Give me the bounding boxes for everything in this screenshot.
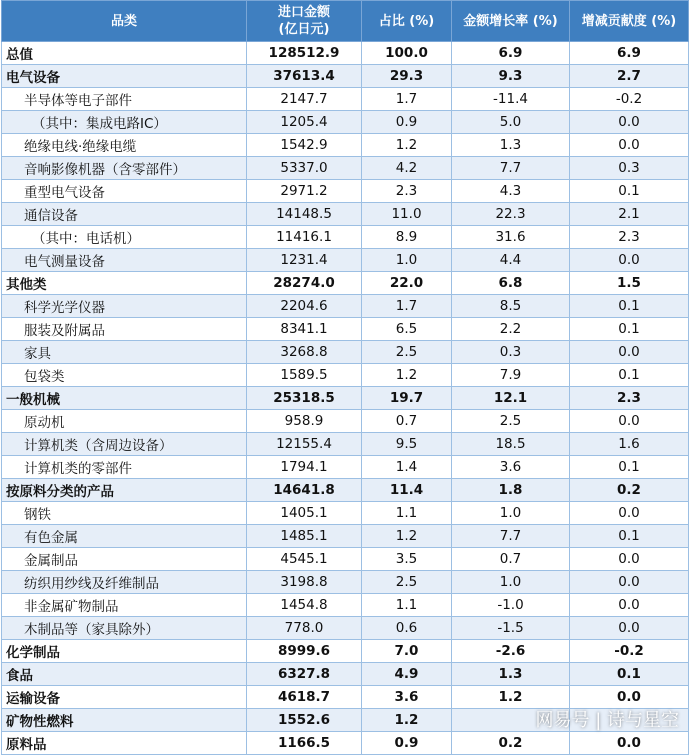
cell-share: 3.5 bbox=[362, 548, 452, 571]
cell-share: 0.6 bbox=[362, 617, 452, 640]
table-body bbox=[2, 42, 689, 755]
cell-category: 音响影像机器（含零部件） bbox=[2, 157, 247, 180]
cell-growth: 2.5 bbox=[452, 410, 570, 433]
cell-growth: 4.3 bbox=[452, 180, 570, 203]
cell-category: 金属制品 bbox=[2, 548, 247, 571]
cell-contribution: 0.1 bbox=[570, 663, 689, 686]
table-row bbox=[2, 272, 689, 295]
cell-amount: 11416.1 bbox=[247, 226, 362, 249]
cell-category: 重型电气设备 bbox=[2, 180, 247, 203]
table-row bbox=[2, 364, 689, 387]
cell-amount: 1485.1 bbox=[247, 525, 362, 548]
cell-share: 2.5 bbox=[362, 571, 452, 594]
cell-growth: 7.7 bbox=[452, 525, 570, 548]
cell-contribution: 0.0 bbox=[570, 410, 689, 433]
cell-growth: 1.2 bbox=[452, 686, 570, 709]
cell-amount: 12155.4 bbox=[247, 433, 362, 456]
cell-contribution: 0.0 bbox=[570, 594, 689, 617]
cell-contribution: -0.2 bbox=[570, 640, 689, 663]
cell-growth: 0.2 bbox=[452, 732, 570, 755]
cell-contribution: 0.2 bbox=[570, 479, 689, 502]
table-row bbox=[2, 318, 689, 341]
cell-contribution: 0.3 bbox=[570, 157, 689, 180]
cell-contribution: 1.6 bbox=[570, 433, 689, 456]
cell-share: 0.9 bbox=[362, 111, 452, 134]
cell-contribution: 0.1 bbox=[570, 364, 689, 387]
cell-share: 19.7 bbox=[362, 387, 452, 410]
header-row bbox=[2, 1, 689, 42]
cell-growth: 0.7 bbox=[452, 548, 570, 571]
cell-amount: 14641.8 bbox=[247, 479, 362, 502]
cell-share: 1.1 bbox=[362, 594, 452, 617]
cell-amount: 1552.6 bbox=[247, 709, 362, 732]
cell-amount: 1205.4 bbox=[247, 111, 362, 134]
cell-growth: -1.5 bbox=[452, 617, 570, 640]
cell-growth: 1.3 bbox=[452, 134, 570, 157]
cell-growth: 22.3 bbox=[452, 203, 570, 226]
table-row bbox=[2, 456, 689, 479]
table-row bbox=[2, 479, 689, 502]
cell-contribution: 0.1 bbox=[570, 295, 689, 318]
table-row bbox=[2, 226, 689, 249]
cell-amount: 958.9 bbox=[247, 410, 362, 433]
header-share: 占比 (%) bbox=[362, 1, 452, 42]
cell-category: 原料品 bbox=[2, 732, 247, 755]
cell-share: 1.0 bbox=[362, 249, 452, 272]
cell-category: 半导体等电子部件 bbox=[2, 88, 247, 111]
cell-category: （其中：电话机） bbox=[2, 226, 247, 249]
cell-category: 其他类 bbox=[2, 272, 247, 295]
cell-category: 原动机 bbox=[2, 410, 247, 433]
cell-contribution: 2.3 bbox=[570, 226, 689, 249]
cell-amount: 4618.7 bbox=[247, 686, 362, 709]
cell-category: 总值 bbox=[2, 42, 247, 65]
cell-category: 矿物性燃料 bbox=[2, 709, 247, 732]
cell-growth: 31.6 bbox=[452, 226, 570, 249]
cell-growth: 18.5 bbox=[452, 433, 570, 456]
table-row bbox=[2, 180, 689, 203]
cell-amount: 6327.8 bbox=[247, 663, 362, 686]
cell-share: 4.2 bbox=[362, 157, 452, 180]
cell-growth: 6.8 bbox=[452, 272, 570, 295]
cell-share: 4.9 bbox=[362, 663, 452, 686]
cell-contribution: 2.3 bbox=[570, 387, 689, 410]
cell-growth: 12.1 bbox=[452, 387, 570, 410]
cell-contribution: 0.0 bbox=[570, 341, 689, 364]
cell-share: 1.2 bbox=[362, 709, 452, 732]
cell-category: 计算机类（含周边设备） bbox=[2, 433, 247, 456]
cell-category: 运输设备 bbox=[2, 686, 247, 709]
table-row bbox=[2, 88, 689, 111]
cell-category: 家具 bbox=[2, 341, 247, 364]
table-row bbox=[2, 686, 689, 709]
cell-amount: 28274.0 bbox=[247, 272, 362, 295]
table-row bbox=[2, 203, 689, 226]
cell-amount: 1166.5 bbox=[247, 732, 362, 755]
cell-share: 1.2 bbox=[362, 134, 452, 157]
cell-amount: 8999.6 bbox=[247, 640, 362, 663]
cell-category: 通信设备 bbox=[2, 203, 247, 226]
table-row bbox=[2, 65, 689, 88]
cell-category: 电气测量设备 bbox=[2, 249, 247, 272]
cell-contribution: 0.1 bbox=[570, 180, 689, 203]
cell-growth: 6.9 bbox=[452, 42, 570, 65]
cell-share: 2.5 bbox=[362, 341, 452, 364]
cell-contribution: 0.0 bbox=[570, 548, 689, 571]
cell-category: 纺织用纱线及纤维制品 bbox=[2, 571, 247, 594]
cell-share: 1.1 bbox=[362, 502, 452, 525]
cell-share: 1.7 bbox=[362, 295, 452, 318]
cell-share: 100.0 bbox=[362, 42, 452, 65]
cell-contribution: 6.9 bbox=[570, 42, 689, 65]
cell-contribution: 0.1 bbox=[570, 318, 689, 341]
cell-growth: 1.3 bbox=[452, 663, 570, 686]
cell-amount: 1231.4 bbox=[247, 249, 362, 272]
cell-contribution: 0.1 bbox=[570, 456, 689, 479]
cell-growth: 7.7 bbox=[452, 157, 570, 180]
cell-growth: -11.4 bbox=[452, 88, 570, 111]
cell-share: 9.5 bbox=[362, 433, 452, 456]
header-category: 品类 bbox=[2, 1, 247, 42]
cell-amount: 128512.9 bbox=[247, 42, 362, 65]
cell-share: 0.7 bbox=[362, 410, 452, 433]
table-row bbox=[2, 571, 689, 594]
cell-category: 化学制品 bbox=[2, 640, 247, 663]
table-row bbox=[2, 594, 689, 617]
cell-amount: 1405.1 bbox=[247, 502, 362, 525]
table-row bbox=[2, 157, 689, 180]
header-amount bbox=[247, 1, 362, 42]
cell-growth: 4.4 bbox=[452, 249, 570, 272]
cell-growth: 2.2 bbox=[452, 318, 570, 341]
header-contribution: 增减贡献度 (%) bbox=[570, 1, 689, 42]
cell-category: 电气设备 bbox=[2, 65, 247, 88]
cell-category: 一般机械 bbox=[2, 387, 247, 410]
table-row bbox=[2, 295, 689, 318]
cell-amount: 14148.5 bbox=[247, 203, 362, 226]
table-row bbox=[2, 640, 689, 663]
cell-share: 3.6 bbox=[362, 686, 452, 709]
cell-share: 1.7 bbox=[362, 88, 452, 111]
cell-contribution: -0.2 bbox=[570, 88, 689, 111]
cell-contribution: 2.7 bbox=[570, 65, 689, 88]
cell-growth: -2.6 bbox=[452, 640, 570, 663]
cell-amount: 3198.8 bbox=[247, 571, 362, 594]
cell-contribution: 2.1 bbox=[570, 203, 689, 226]
cell-category: 计算机类的零部件 bbox=[2, 456, 247, 479]
table-row bbox=[2, 732, 689, 755]
cell-amount: 25318.5 bbox=[247, 387, 362, 410]
cell-amount: 1589.5 bbox=[247, 364, 362, 387]
cell-growth: -1.0 bbox=[452, 594, 570, 617]
header-amount-line: 进口金额 bbox=[277, 5, 330, 20]
cell-share: 8.9 bbox=[362, 226, 452, 249]
cell-growth: 0.3 bbox=[452, 341, 570, 364]
table-row bbox=[2, 410, 689, 433]
table-row bbox=[2, 387, 689, 410]
header-growth: 金额增长率 (%) bbox=[452, 1, 570, 42]
table-row bbox=[2, 709, 689, 732]
cell-share: 11.0 bbox=[362, 203, 452, 226]
cell-amount: 4545.1 bbox=[247, 548, 362, 571]
cell-growth bbox=[452, 709, 570, 732]
table-row bbox=[2, 548, 689, 571]
cell-share: 6.5 bbox=[362, 318, 452, 341]
cell-contribution: 0.0 bbox=[570, 686, 689, 709]
cell-growth: 7.9 bbox=[452, 364, 570, 387]
cell-category: 绝缘电线·绝缘电缆 bbox=[2, 134, 247, 157]
cell-share: 1.2 bbox=[362, 364, 452, 387]
cell-share: 2.3 bbox=[362, 180, 452, 203]
cell-contribution: 0.0 bbox=[570, 249, 689, 272]
table-row bbox=[2, 433, 689, 456]
cell-amount: 1454.8 bbox=[247, 594, 362, 617]
cell-amount: 1794.1 bbox=[247, 456, 362, 479]
cell-contribution: 0.0 bbox=[570, 732, 689, 755]
table-row bbox=[2, 525, 689, 548]
cell-growth: 9.3 bbox=[452, 65, 570, 88]
cell-growth: 1.8 bbox=[452, 479, 570, 502]
cell-category: 服装及附属品 bbox=[2, 318, 247, 341]
cell-category: 食品 bbox=[2, 663, 247, 686]
cell-growth: 3.6 bbox=[452, 456, 570, 479]
cell-growth: 8.5 bbox=[452, 295, 570, 318]
table-header bbox=[2, 1, 689, 42]
table-row bbox=[2, 617, 689, 640]
cell-contribution: 0.0 bbox=[570, 617, 689, 640]
cell-contribution: 0.0 bbox=[570, 571, 689, 594]
header-amount-line: (亿日元) bbox=[278, 22, 330, 37]
cell-share: 0.9 bbox=[362, 732, 452, 755]
cell-amount: 37613.4 bbox=[247, 65, 362, 88]
import-table bbox=[1, 0, 689, 755]
cell-category: 按原料分类的产品 bbox=[2, 479, 247, 502]
cell-share: 1.4 bbox=[362, 456, 452, 479]
table-row bbox=[2, 111, 689, 134]
cell-contribution: 0.0 bbox=[570, 111, 689, 134]
cell-amount: 2204.6 bbox=[247, 295, 362, 318]
cell-category: 有色金属 bbox=[2, 525, 247, 548]
cell-contribution bbox=[570, 709, 689, 732]
cell-share: 7.0 bbox=[362, 640, 452, 663]
cell-share: 1.2 bbox=[362, 525, 452, 548]
cell-contribution: 1.5 bbox=[570, 272, 689, 295]
cell-category: 木制品等（家具除外） bbox=[2, 617, 247, 640]
table-row bbox=[2, 249, 689, 272]
cell-amount: 5337.0 bbox=[247, 157, 362, 180]
table-row bbox=[2, 663, 689, 686]
table-row bbox=[2, 502, 689, 525]
table-row bbox=[2, 341, 689, 364]
cell-amount: 778.0 bbox=[247, 617, 362, 640]
cell-contribution: 0.0 bbox=[570, 502, 689, 525]
cell-share: 22.0 bbox=[362, 272, 452, 295]
cell-contribution: 0.1 bbox=[570, 525, 689, 548]
cell-category: 科学光学仪器 bbox=[2, 295, 247, 318]
cell-category: （其中：集成电路IC） bbox=[2, 111, 247, 134]
cell-amount: 3268.8 bbox=[247, 341, 362, 364]
table-row bbox=[2, 134, 689, 157]
cell-amount: 1542.9 bbox=[247, 134, 362, 157]
cell-category: 钢铁 bbox=[2, 502, 247, 525]
cell-share: 11.4 bbox=[362, 479, 452, 502]
watermark-text: 网易号 | 诗与星空 bbox=[535, 710, 679, 731]
cell-amount: 8341.1 bbox=[247, 318, 362, 341]
cell-amount: 2147.7 bbox=[247, 88, 362, 111]
cell-amount: 2971.2 bbox=[247, 180, 362, 203]
table-row bbox=[2, 42, 689, 65]
cell-share: 29.3 bbox=[362, 65, 452, 88]
cell-category: 包袋类 bbox=[2, 364, 247, 387]
cell-growth: 1.0 bbox=[452, 502, 570, 525]
cell-growth: 1.0 bbox=[452, 571, 570, 594]
cell-category: 非金属矿物制品 bbox=[2, 594, 247, 617]
cell-contribution: 0.0 bbox=[570, 134, 689, 157]
cell-growth: 5.0 bbox=[452, 111, 570, 134]
